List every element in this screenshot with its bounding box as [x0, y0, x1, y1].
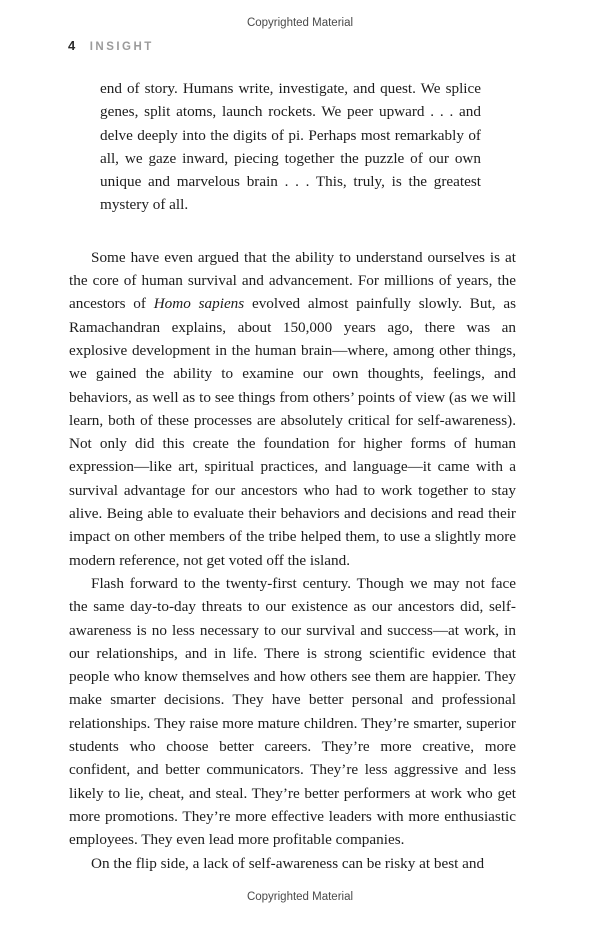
paragraph-1-text: Some have even argued that the ability to understand ourselves is at the core of human survival and advancement. For millions of years, the ancestors of	[69, 248, 516, 313]
running-title: INSIGHT	[89, 41, 154, 53]
copyright-notice-bottom: Copyrighted Material	[246, 891, 354, 903]
page-number: 4	[68, 38, 76, 53]
page-header	[68, 37, 154, 55]
italic-term: Homo sapiens	[153, 295, 245, 313]
paragraph-1-text-continued: evolved almost painfully slowly. But, as Ramachandran explains, about 150,000 years ago, there was an explosive development in the human brain—where, among other things, we gained the ability to examine our own thoughts, feelings, and behaviors, as well as to see things from others’ points of view (as we will learn, both of these processes are absolutely critical for self-awareness). Not only did this create the foundation for higher forms of human expression—like art, spiritual practices, and language—it came with a survival advantage for our ancestors who had to work together to stay alive. Being able to evaluate their behaviors and decisions and read their impact on other members of the tribe helped them, to use a slightly more modern reference, not get voted off the island.	[69, 295, 516, 569]
page-content	[69, 77, 516, 875]
paragraph-3: On the flip side, a lack of self-awareness can be risky at best and	[91, 854, 485, 872]
paragraph-2: Flash forward to the twenty-first century. Though we may not face the same day-to-day threats to our existence as our ancestors did, self-awareness is no less necessary to our survival and success—at work, in our relationships, and in life. There is strong scientific evidence that people who know themselves and how others see them are happier. They make smarter decisions. They have better personal and professional relationships. They raise more mature children. They’re smarter, superior students who choose better careers. They’re more creative, more confident, and better communicators. They’re less aggressive and less likely to lie, cheat, and steal. They’re better performers at work who get more promotions. They’re more effective leaders with more enthusiastic employees. They even lead more profitable companies.	[69, 574, 516, 849]
copyright-notice-top: Copyrighted Material	[246, 17, 354, 29]
block-quote: end of story. Humans write, investigate, and quest. We splice genes, split atoms, launch rockets. We peer upward . . . and delve deeply into the digits of pi. Perhaps most remarkably of all, we gaze inward, piecing together the puzzle of our own unique and marvelous brain . . . This, truly, is the greatest mystery of all.	[100, 80, 481, 214]
paragraph-1	[69, 246, 516, 572]
